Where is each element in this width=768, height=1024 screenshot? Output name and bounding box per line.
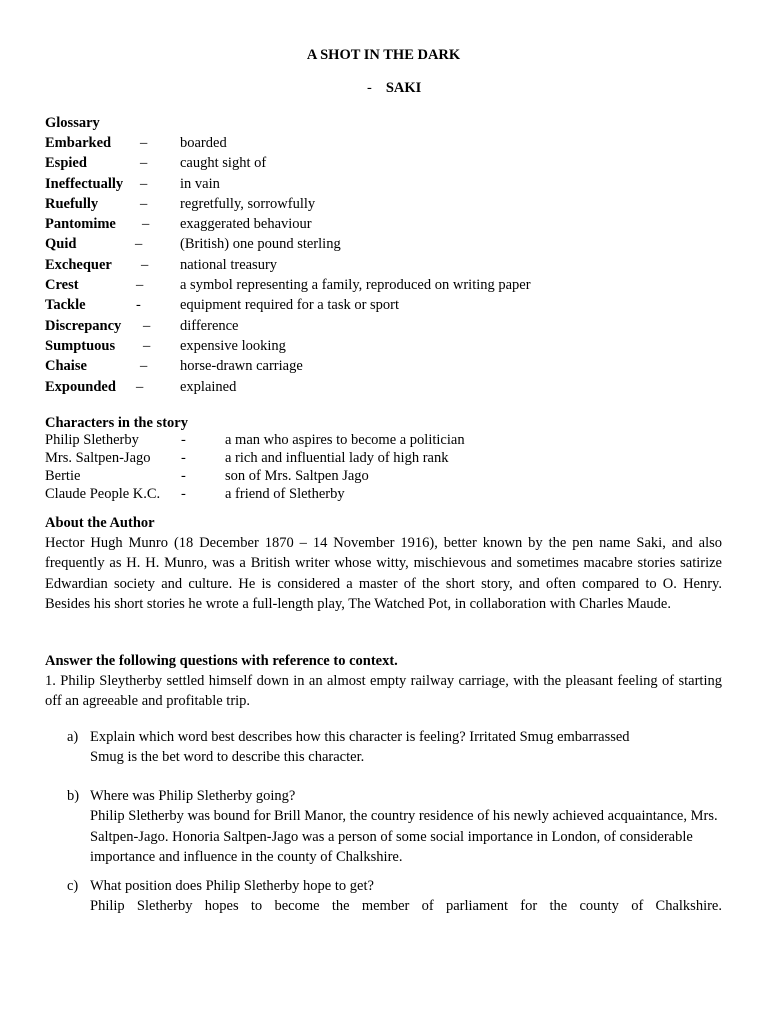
questions-heading: Answer the following questions with reference to context. — [45, 653, 398, 669]
glossary-term: Ruefully — [45, 195, 99, 212]
glossary-row — [45, 133, 722, 153]
character-description: a friend of Sletherby — [225, 486, 345, 502]
character-name: Claude People K.C. — [45, 486, 161, 502]
glossary-row — [45, 153, 722, 173]
glossary-definition: regretfully, sorrowfully — [180, 195, 316, 212]
characters-heading: Characters in the story — [45, 415, 188, 431]
character-row — [45, 485, 722, 503]
character-description: a rich and influential lady of high rank — [225, 450, 449, 466]
glossary-sep: - — [136, 297, 141, 314]
answer-text: Smug is the bet word to describe this character. — [90, 749, 365, 766]
glossary-definition: expensive looking — [180, 337, 286, 354]
question-label: b) — [67, 788, 80, 804]
question-label: c) — [67, 878, 79, 894]
question-body — [90, 786, 722, 868]
answer-text: Philip Sletherby was bound for Brill Manor, the country residence of his newly achieved acquaintance, Mrs. Saltpen-Jago. Honoria Saltpen-Jago was a person of some social importance in London, of considerable importance and influence in the county of Chalkshire. — [90, 808, 718, 866]
glossary-sep: – — [136, 378, 144, 395]
glossary-term: Quid — [45, 236, 77, 253]
glossary-definition: in vain — [180, 175, 220, 192]
glossary-definition: horse-drawn carriage — [180, 358, 303, 375]
glossary-sep: – — [135, 236, 143, 253]
character-row — [45, 431, 722, 449]
character-name: Philip Sletherby — [45, 432, 139, 448]
glossary-row — [45, 255, 722, 275]
glossary-definition: caught sight of — [180, 155, 267, 172]
glossary-term: Espied — [45, 155, 87, 172]
glossary-row — [45, 174, 722, 194]
character-sep: - — [181, 468, 186, 484]
character-description: a man who aspires to become a politician — [225, 432, 465, 448]
question-label: a) — [67, 729, 79, 745]
glossary-sep: – — [140, 135, 148, 151]
glossary-sep: – — [140, 175, 148, 192]
glossary-definition: equipment required for a task or sport — [180, 297, 400, 314]
character-row — [45, 449, 722, 467]
about-author-heading: About the Author — [45, 515, 155, 531]
glossary-term: Exchequer — [45, 256, 112, 273]
glossary-row — [45, 295, 722, 315]
glossary-definition: (British) one pound sterling — [180, 236, 341, 253]
questions-intro-paragraph: 1. Philip Sleytherby settled himself down in an almost empty railway carriage, with the pleasant feeling of starting off an agreeable and profitable trip. — [45, 673, 722, 710]
question-text: Where was Philip Sletherby going? — [90, 788, 296, 804]
question-body — [90, 876, 722, 917]
character-name: Bertie — [45, 468, 81, 484]
glossary-sep: – — [140, 155, 148, 172]
author-name: SAKI — [385, 80, 422, 96]
character-sep: - — [181, 450, 186, 466]
glossary-row — [45, 377, 722, 397]
character-sep: - — [181, 486, 186, 502]
characters-list — [45, 431, 722, 503]
glossary-definition: boarded — [180, 135, 227, 151]
glossary-sep: – — [143, 337, 151, 354]
glossary-term: Crest — [45, 277, 79, 294]
glossary-definition: a symbol representing a family, reproduced on writing paper — [180, 277, 531, 294]
author-line — [367, 78, 421, 98]
glossary-sep: – — [140, 358, 148, 375]
glossary-row — [45, 234, 722, 254]
glossary-sep: – — [136, 277, 144, 294]
glossary-term: Chaise — [45, 358, 87, 375]
glossary-row — [45, 316, 722, 336]
glossary-term: Expounded — [45, 378, 116, 395]
document-title: A SHOT IN THE DARK — [306, 47, 461, 63]
glossary-row — [45, 194, 722, 214]
glossary-sep: – — [142, 216, 150, 233]
question-text: What position does Philip Sletherby hope to get? — [90, 878, 374, 894]
glossary-term: Sumptuous — [45, 337, 116, 354]
glossary-row — [45, 214, 722, 234]
question-text: Explain which word best describes how this character is feeling? Irritated Smug embarrassed — [90, 729, 630, 745]
glossary-definition: national treasury — [180, 256, 278, 273]
character-sep: - — [181, 432, 186, 448]
about-author-paragraph: Hector Hugh Munro (18 December 1870 – 14 November 1916), better known by the pen name Saki, and also frequently as H. H. Munro, was a British writer whose witty, mischievous and sometimes macabre stories satirize Edwardian society and culture. He is considered a master of the short story, and often compared to O. Henry. Besides his short stories he wrote a full-length play, The Watched Pot, in collaboration with Charles Maude. — [45, 535, 722, 613]
glossary-sep: – — [141, 256, 149, 273]
question-body — [90, 727, 722, 768]
glossary-row — [45, 336, 722, 356]
character-name: Mrs. Saltpen-Jago — [45, 450, 151, 466]
answer-text: Philip Sletherby hopes to become the member of parliament for the county of Chalkshire. — [90, 898, 722, 915]
glossary-term: Tackle — [45, 297, 86, 314]
glossary-row — [45, 275, 722, 295]
glossary-term: Ineffectually — [45, 175, 124, 192]
glossary-definition: exaggerated behaviour — [180, 216, 312, 233]
glossary-row — [45, 356, 722, 376]
character-row — [45, 467, 722, 485]
glossary-term: Discrepancy — [45, 317, 122, 334]
character-description: son of Mrs. Saltpen Jago — [225, 468, 369, 484]
glossary-term: Pantomime — [45, 216, 116, 233]
glossary-sep: – — [143, 317, 151, 334]
author-dash: - — [367, 80, 372, 96]
glossary-term: Embarked — [45, 135, 112, 151]
glossary-definition: explained — [180, 378, 237, 395]
glossary-heading: Glossary — [45, 115, 100, 131]
glossary-sep: – — [140, 195, 148, 212]
glossary-definition: difference — [180, 317, 239, 334]
glossary-list — [45, 133, 722, 397]
